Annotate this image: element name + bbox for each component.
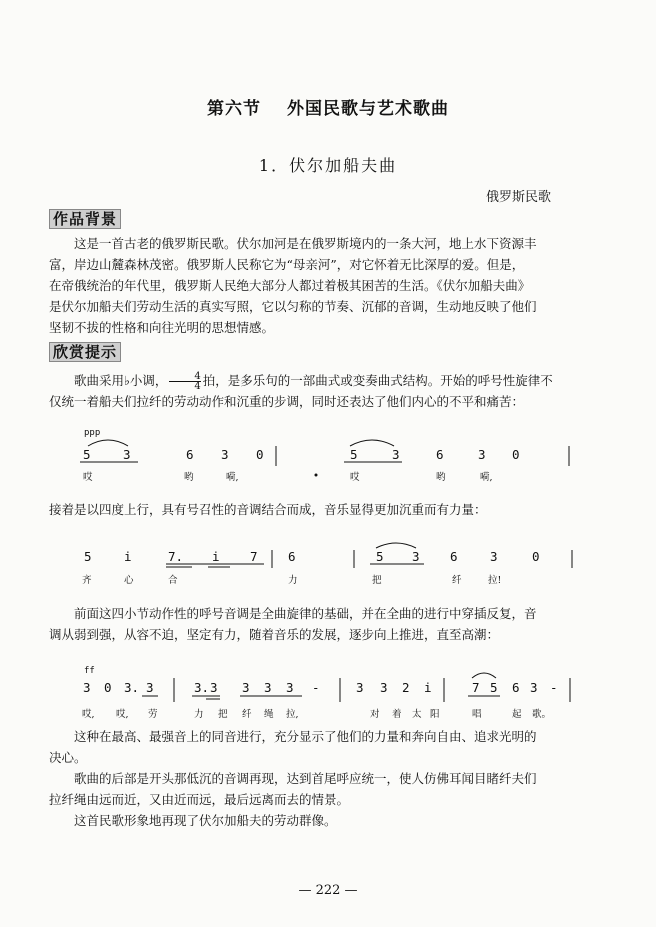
note: 5 xyxy=(84,549,92,564)
lyric: 纤 xyxy=(242,709,252,720)
score-1-lines xyxy=(80,428,580,486)
lyric: 绳 xyxy=(264,709,274,720)
lyric: 唱 xyxy=(472,709,482,720)
time-signature xyxy=(169,372,200,391)
note: 3 xyxy=(146,680,154,695)
note: 7 xyxy=(250,549,258,564)
paragraph-line: 富，岸边山麓森林茂密。俄罗斯人民称它为“母亲河”，对它怀着无比深厚的爱。但是， xyxy=(49,257,525,272)
time-signature-top: 4 xyxy=(169,372,200,382)
lyric: 心 xyxy=(124,575,134,586)
chapter-title: 外国民歌与艺术歌曲 xyxy=(287,99,449,119)
section-heading-background: 作品背景 xyxy=(49,209,121,229)
lyric: 合 xyxy=(168,575,178,586)
paragraph-line: 接着是以四度上行，具有号召性的音调结合而成，音乐显得更加沉重而有力量： xyxy=(49,502,487,517)
lyric: 太 xyxy=(412,709,422,720)
paragraph-line: 仅统一着船夫们拉纤的劳动动作和沉重的步调，同时还表达了他们内心的不平和痛苦： xyxy=(49,394,525,409)
note: i xyxy=(424,680,432,695)
dynamic-marking: ppp xyxy=(84,428,101,438)
note: 6 xyxy=(512,680,520,695)
note: 0 xyxy=(532,549,540,564)
lyric: 哎 xyxy=(350,472,360,483)
note: 3 xyxy=(412,549,420,564)
lyric: 纤 xyxy=(452,575,462,586)
note: 2 xyxy=(402,680,410,695)
chapter-heading xyxy=(0,94,656,119)
note: 3 xyxy=(123,447,131,462)
paragraph-line: 是伏尔加船夫们劳动生活的真实写照，它以匀称的节奏、沉郁的音调，生动地反映了他们 xyxy=(49,299,537,314)
note: 3 xyxy=(264,680,272,695)
lyric: 阳 xyxy=(430,709,440,720)
chapter-number: 第六节 xyxy=(207,99,261,119)
note: - xyxy=(550,680,558,695)
paragraph-line: 前面这四小节动作性的呼号音调是全曲旋律的基础，并在全曲的进行中穿插反复，音 xyxy=(74,606,537,621)
note: 3 xyxy=(356,680,364,695)
note: 3 xyxy=(530,680,538,695)
note: 3 xyxy=(210,680,218,695)
time-signature-bottom: 4 xyxy=(194,381,201,392)
lyric: 哟 xyxy=(184,472,194,483)
notation-score-2 xyxy=(80,536,580,590)
notation-score-1 xyxy=(80,428,580,486)
note: 6 xyxy=(436,447,444,462)
note: i xyxy=(124,549,132,564)
note: 3 xyxy=(83,680,91,695)
text-segment: 拍，是多乐句的一部曲式或变奏曲式结构。开始的呼号性旋律不 xyxy=(202,373,553,388)
text-segment: 歌曲采用♭小调， xyxy=(74,373,168,388)
note: 3 xyxy=(380,680,388,695)
paragraph-line: 歌曲的后部是开头那低沉的音调再现，达到首尾呼应统一，使人仿佛耳闻目睹纤夫们 xyxy=(74,771,537,786)
note: 5 xyxy=(490,680,498,695)
appreciation-paragraph-4 xyxy=(49,726,609,831)
note: 5 xyxy=(376,549,384,564)
dynamic-marking: ff xyxy=(84,666,95,676)
page-number: — 222 — xyxy=(298,883,358,898)
lyric: 劳 xyxy=(148,709,158,720)
note: 6 xyxy=(288,549,296,564)
note: 0 xyxy=(104,680,112,695)
lyric: 哎 xyxy=(83,472,93,483)
lyric: 拉, xyxy=(286,709,299,720)
paragraph-line: 在帝俄统治的年代里，俄罗斯人民绝大部分人都过着极其困苦的生活。《伏尔加船夫曲》 xyxy=(49,278,531,293)
note: - xyxy=(312,680,320,695)
note: 5 xyxy=(350,447,358,462)
note: i xyxy=(212,549,220,564)
lyric: 嗬, xyxy=(226,472,239,483)
paragraph-line: 坚韧不拔的性格和向往光明的思想情感。 xyxy=(49,320,275,335)
paragraph-line: 这种在最高、最强音上的同音进行，充分显示了他们的力量和奔向自由、追求光明的 xyxy=(74,729,537,744)
note: 7. xyxy=(168,549,184,564)
note: 3 xyxy=(242,680,250,695)
paragraph-line: 调从弱到强，从容不迫，坚定有力，随着音乐的发展，逐步向上推进，直至高潮： xyxy=(49,627,500,642)
appreciation-paragraph-1 xyxy=(49,370,609,412)
lyric: 力 xyxy=(194,709,204,720)
note: 3 xyxy=(286,680,294,695)
lyric: 哎, xyxy=(116,709,129,720)
note: 6 xyxy=(450,549,458,564)
song-origin: 俄罗斯民歌 xyxy=(486,190,552,205)
lyric: 起 xyxy=(512,709,522,720)
paragraph-line: 这是一首古老的俄罗斯民歌。伏尔加河是在俄罗斯境内的一条大河，地上水下资源丰 xyxy=(74,236,537,251)
note: 3. xyxy=(194,680,210,695)
note: 5 xyxy=(83,447,91,462)
note: 3 xyxy=(490,549,498,564)
paragraph-line xyxy=(49,370,609,391)
paragraph-line: 决心。 xyxy=(49,750,87,765)
appreciation-paragraph-3 xyxy=(49,603,609,645)
score-2-lines xyxy=(80,536,580,590)
note: 0 xyxy=(512,447,520,462)
section-heading-appreciation: 欣赏提示 xyxy=(49,342,121,362)
note: 0 xyxy=(256,447,264,462)
lyric: 歌。 xyxy=(532,709,552,720)
notation-score-3 xyxy=(80,664,580,724)
lyric: 把 xyxy=(218,709,228,720)
note: 3 xyxy=(221,447,229,462)
lyric: 把 xyxy=(372,575,382,586)
background-paragraph xyxy=(49,233,609,338)
lyric: 哎, xyxy=(82,709,95,720)
note: 6 xyxy=(186,447,194,462)
paragraph-line: 这首民歌形象地再现了伏尔加船夫的劳动群像。 xyxy=(74,813,337,828)
lyric: 哟 xyxy=(436,472,446,483)
lyric: 拉! xyxy=(488,575,502,586)
lyric: 对 xyxy=(370,709,380,720)
song-title: 1．伏尔加船夫曲 xyxy=(258,156,398,175)
note: 3 xyxy=(478,447,486,462)
note: 7 xyxy=(472,680,480,695)
note: 3 xyxy=(392,447,400,462)
lyric: 齐 xyxy=(82,575,92,586)
lyric: 嗬, xyxy=(480,472,493,483)
appreciation-paragraph-2 xyxy=(49,499,609,520)
paragraph-line: 拉纤绳由远而近，又由近而远，最后远离而去的情景。 xyxy=(49,792,350,807)
lyric: 着 xyxy=(392,709,402,720)
lyric: 力 xyxy=(288,575,298,586)
note: 3. xyxy=(124,680,140,695)
